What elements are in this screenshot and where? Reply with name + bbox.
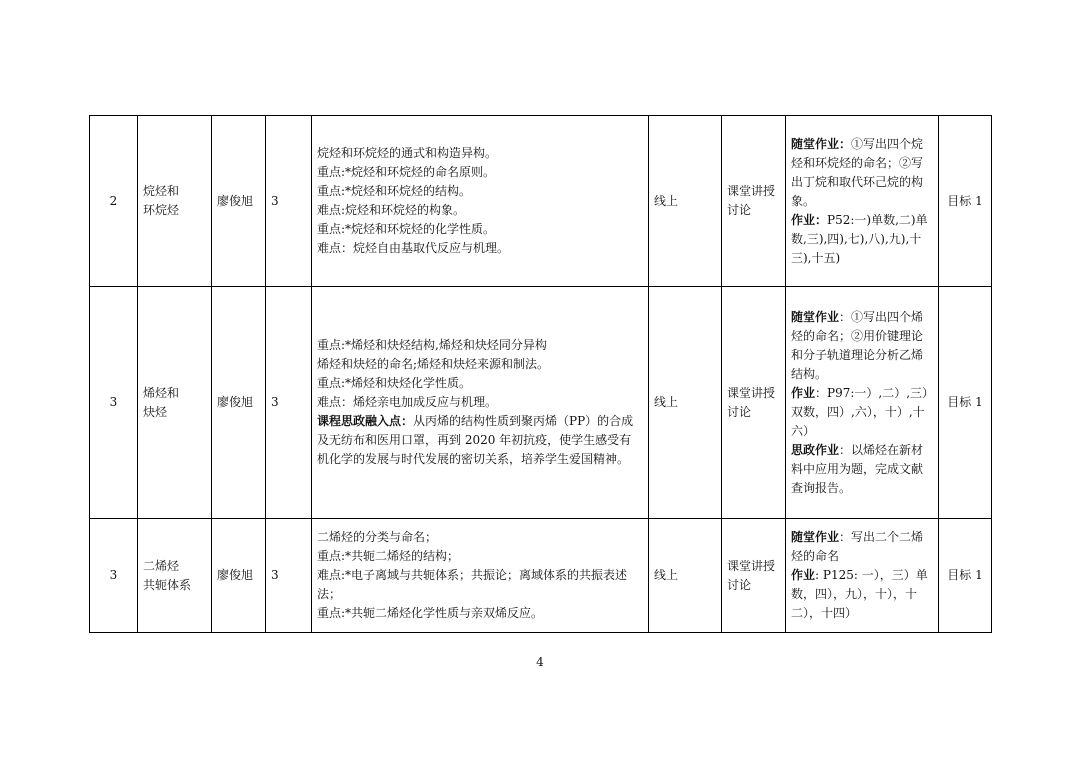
table-row [90, 287, 992, 519]
hours-cell: 3 [266, 116, 312, 287]
mode-cell: 线上 [649, 519, 722, 633]
hours-cell: 3 [266, 519, 312, 633]
ideology-label: 课程思政融入点： [317, 414, 414, 428]
table-row [90, 519, 992, 633]
teacher-cell: 廖俊旭 [212, 287, 266, 519]
teacher-cell: 廖俊旭 [212, 116, 266, 287]
content-cell: 烷烃和环烷烃的通式和构造异构。 重点:*烷烃和环烷烃的命名原则。 重点:*烷烃和环烷烃的结构。 难点:烷烃和环烷烃的构象。 重点:*烷烃和环烷烃的化学性质。 难点：烷烃自由基取代反应与机理。 [312, 116, 649, 287]
topic-cell: 烯烃和 炔烃 [138, 287, 212, 519]
topic-cell: 二烯烃 共轭体系 [138, 519, 212, 633]
content-cell: 二烯烃的分类与命名； 重点:*共轭二烯烃的结构； 难点:*电子离域与共轭体系；共振论；离域体系的共振表述法； 重点:*共轭二烯烃化学性质与亲双烯反应。 [312, 519, 649, 633]
page-number: 4 [536, 655, 544, 669]
topic-cell: 烷烃和 环烷烃 [138, 116, 212, 287]
row-number: 3 [90, 519, 138, 633]
homework-cell: 随堂作业：写出二个二烯烃的命名 作业: P125: 一），三）单数，四），九），十），十二），十四） [786, 519, 939, 633]
hours-cell: 3 [266, 287, 312, 519]
table-row [90, 116, 992, 287]
method-cell: 课堂讲授讨论 [722, 116, 786, 287]
goal-cell: 目标 1 [939, 519, 992, 633]
mode-cell: 线上 [649, 287, 722, 519]
method-cell: 课堂讲授讨论 [722, 287, 786, 519]
content-cell: 重点:*烯烃和炔烃结构,烯烃和炔烃同分异构 烯烃和炔烃的命名;烯烃和炔烃来源和制法。 重点:*烯烃和炔烃化学性质。 难点：烯烃亲电加成反应与机理。 课程思政融入点：从丙烯的结构性质到聚丙烯（PP）的合成及无纺布和医用口罩，再到 2020 年初抗疫，使学生感受有机化学的发展与时代发展的密切关系，培养学生爱国精神。 [312, 287, 649, 519]
goal-cell: 目标 1 [939, 116, 992, 287]
goal-cell: 目标 1 [939, 287, 992, 519]
row-number: 2 [90, 116, 138, 287]
homework-cell: 随堂作业：①写出四个烷烃和环烷烃的命名；②写出丁烷和取代环己烷的构象。 作业：P52:一)单数,二)单数,三),四),七),八),九),十三),十五) [786, 116, 939, 287]
syllabus-table [89, 115, 992, 633]
teacher-cell: 廖俊旭 [212, 519, 266, 633]
mode-cell: 线上 [649, 116, 722, 287]
row-number: 3 [90, 287, 138, 519]
homework-cell: 随堂作业：①写出四个烯烃的命名；②用价键理论和分子轨道理论分析乙烯结构。 作业：P97:一）,二）,三）双数，四）,六），十）,十六） 思政作业：以烯烃在新材料中应用为题，完成文献查询报告。 [786, 287, 939, 519]
method-cell: 课堂讲授讨论 [722, 519, 786, 633]
